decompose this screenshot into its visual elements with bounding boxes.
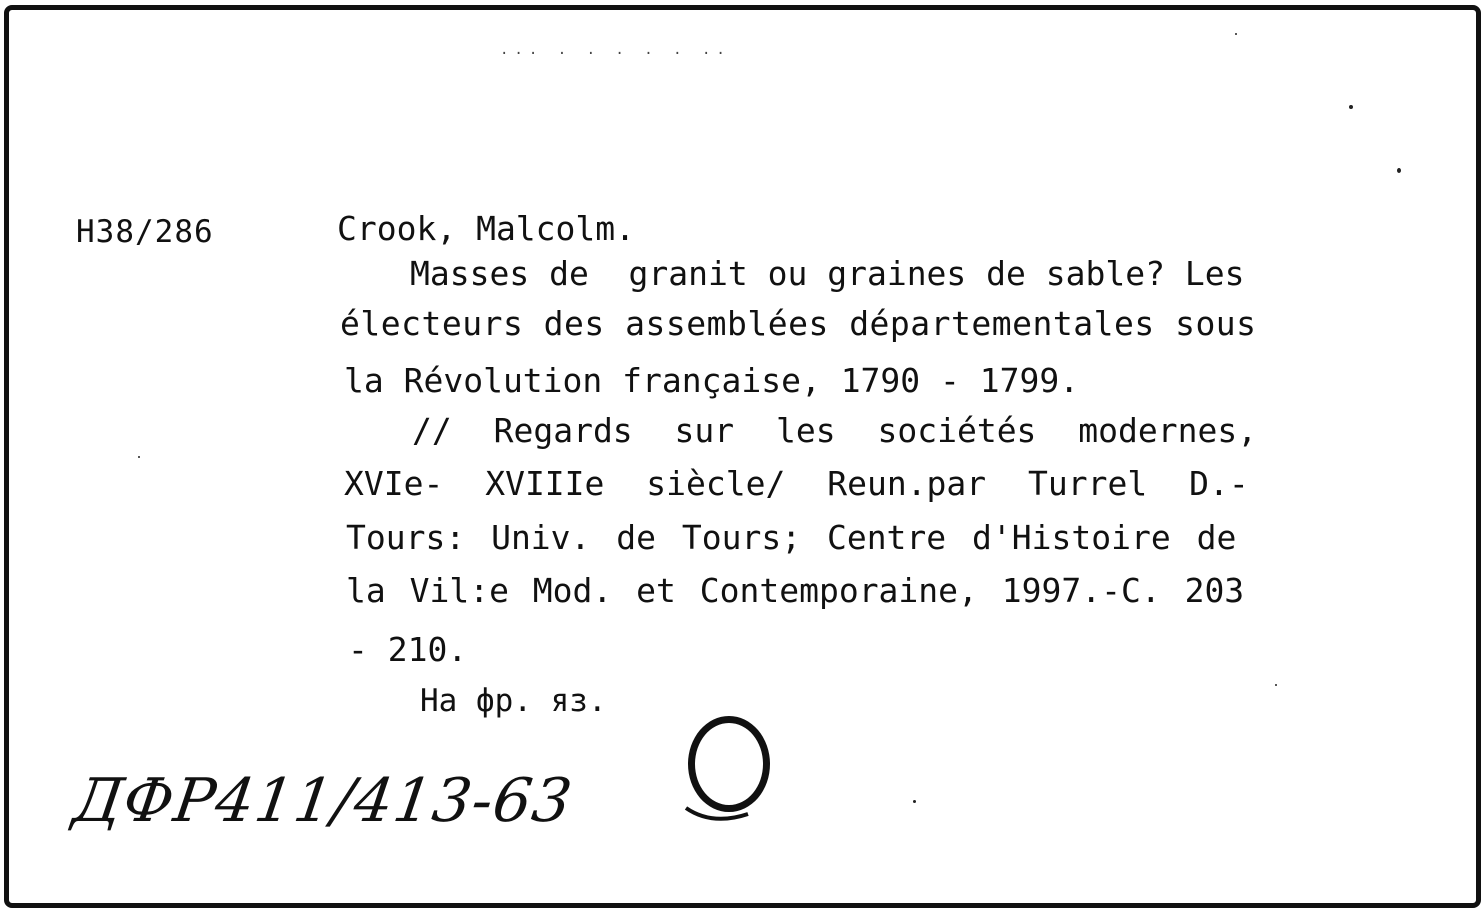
title-line-1 [340, 254, 1390, 293]
series-line-1: // Regards sur les sociétés modernes, [412, 411, 1258, 450]
call-number: H38/286 [76, 214, 214, 250]
ink-speck [1275, 684, 1277, 686]
series-line-2: XVIe- XVIIIe siècle/ Reun.par Turrel D.- [344, 464, 1249, 503]
punch-hole-tail-icon [682, 804, 752, 826]
punch-hole-icon [688, 716, 770, 812]
title-line-3: la Révolution française, 1790 - 1799. [344, 361, 1080, 400]
ink-speck [138, 456, 140, 458]
ink-speck [1349, 105, 1353, 109]
author-line: Crook, Malcolm. [337, 209, 636, 248]
publisher-line-1: Tours: Univ. de Tours; Centre d'Histoire de [346, 518, 1237, 557]
title-line-1-text: Masses de granit ou graines de sable? Les [410, 254, 1245, 293]
faint-header-marks: ... . . . . . .. [500, 42, 731, 58]
language-note: На фр. яз. [420, 683, 607, 719]
ink-speck [913, 800, 916, 803]
handwritten-inventory-code: ДФР411/413-63 [69, 766, 577, 836]
pages-line: - 210. [348, 630, 468, 669]
ink-speck [1235, 33, 1237, 35]
title-line-2: électeurs des assemblées départementales sous [340, 304, 1257, 343]
ink-speck [1397, 168, 1401, 173]
publisher-line-2: la Vil:e Mod. et Contemporaine, 1997.-C. 203 [346, 571, 1245, 610]
